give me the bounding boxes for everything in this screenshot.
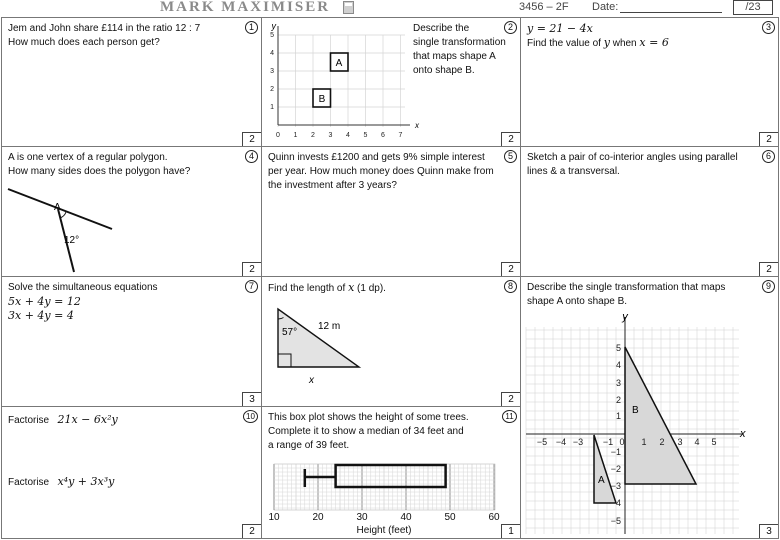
question-2-line: single transformation — [413, 37, 506, 48]
question-11 — [261, 406, 521, 539]
q9-coordinate-grid — [521, 277, 780, 539]
q9-y-tick: −1 — [610, 447, 621, 457]
q3-text: when — [609, 38, 640, 49]
question-2-text — [413, 22, 506, 78]
q2-y-tick: 1 — [270, 104, 274, 111]
question-10-text-2 — [8, 475, 114, 490]
question-number: 5 — [504, 150, 517, 163]
q10-expression-1: 21x − 6x²y — [57, 413, 118, 426]
q3-text: Find the value of — [527, 38, 604, 49]
q2-x-label: x — [415, 121, 419, 130]
q9-x-tick: −5 — [536, 437, 548, 447]
q2-y-label: y — [271, 21, 276, 31]
marks-box: 2 — [242, 524, 261, 538]
question-2 — [261, 17, 521, 147]
question-9 — [520, 276, 779, 539]
question-4-text — [8, 151, 190, 179]
question-4 — [1, 146, 262, 277]
q3-var: y — [603, 36, 610, 49]
q2-coordinate-grid — [262, 18, 419, 146]
q8-unknown-label: x — [309, 375, 314, 386]
q2-x-tick: 7 — [398, 132, 403, 139]
question-6 — [520, 146, 779, 277]
q10-expression-2: x⁴y + 3x³y — [57, 475, 115, 488]
question-5-line: per year. How much money does Quinn make from — [268, 166, 494, 177]
question-6-line: lines & a transversal. — [527, 166, 620, 177]
question-4-line: How many sides does the polygon have? — [8, 166, 191, 177]
q9-x-tick: 2 — [659, 437, 665, 447]
q11-axis-tick: 40 — [400, 512, 412, 523]
question-3-line — [527, 36, 669, 51]
question-5-line: Quinn invests £1200 and gets 9% simple interest — [268, 152, 485, 163]
marks-box: 3 — [759, 524, 778, 538]
q9-y-tick: −3 — [610, 481, 621, 491]
question-2-line: onto shape B. — [413, 65, 475, 76]
q2-shape-b-label: B — [318, 94, 326, 105]
question-number: 11 — [502, 410, 517, 423]
q8-var: x — [348, 281, 355, 294]
q9-y-tick: −4 — [610, 498, 621, 508]
q9-x-tick: 0 — [619, 437, 625, 447]
q10-part-2 — [8, 475, 114, 490]
q9-y-tick: 4 — [615, 360, 621, 370]
q2-x-tick: 0 — [276, 132, 280, 139]
q11-box-plot[interactable] — [262, 407, 507, 539]
total-score-box[interactable]: /23 — [733, 0, 773, 15]
q2-y-tick: 3 — [270, 68, 274, 75]
question-8 — [261, 276, 521, 407]
q8-triangle-diagram — [262, 297, 402, 407]
q11-axis-tick: 50 — [444, 512, 456, 523]
question-number: 7 — [245, 280, 258, 293]
q10-part-1 — [8, 413, 118, 428]
q2-y-tick: 5 — [270, 32, 274, 39]
question-7-line: Solve the simultaneous equations — [8, 282, 158, 293]
q9-x-tick: −3 — [572, 437, 584, 447]
q9-shape-b-label: B — [632, 405, 639, 416]
question-6-line: Sketch a pair of co-interior angles using parallel — [527, 152, 738, 163]
question-1-line: How much does each person get? — [8, 37, 160, 48]
logo-text: MARK MAXIMISER — [160, 0, 331, 15]
question-1 — [1, 17, 262, 147]
q9-x-tick: −4 — [555, 437, 567, 447]
q4-angle-label: 12° — [64, 235, 80, 246]
q9-y-label: y — [622, 311, 628, 323]
q9-x-label: x — [740, 428, 746, 440]
q10-label: Factorise — [8, 477, 50, 488]
worksheet-header — [0, 0, 780, 17]
question-10-text — [8, 413, 118, 428]
question-5 — [261, 146, 521, 277]
q9-x-tick: 3 — [677, 437, 683, 447]
q9-y-tick: 5 — [615, 343, 621, 353]
q9-y-tick: 2 — [615, 395, 621, 405]
question-9-line: shape A onto shape B. — [527, 296, 628, 307]
q2-x-tick: 3 — [328, 132, 333, 139]
q8-text: Find the length of — [268, 283, 349, 294]
q11-axis-tick: 20 — [312, 512, 324, 523]
q4-vertex-label: A — [54, 202, 61, 213]
marks-box: 2 — [501, 132, 520, 146]
date-label: Date: — [592, 1, 619, 13]
calculator-icon — [343, 1, 354, 14]
q9-x-tick: 4 — [694, 437, 700, 447]
question-3-text — [527, 22, 669, 51]
marks-box: 2 — [759, 132, 778, 146]
question-number: 3 — [762, 21, 775, 34]
question-number: 1 — [245, 21, 258, 34]
question-8-text — [268, 281, 386, 296]
marks-box: 2 — [242, 132, 261, 146]
marks-box: 2 — [501, 262, 520, 276]
q11-axis-tick: 30 — [356, 512, 368, 523]
question-number: 6 — [762, 150, 775, 163]
q4-angle-arc — [60, 212, 66, 218]
q9-x-tick: −1 — [602, 437, 614, 447]
worksheet-code: 3456 – 2F — [519, 1, 569, 13]
q7-equation-2: 3x + 4y = 4 — [8, 309, 74, 322]
question-1-text — [8, 22, 200, 50]
q9-y-tick: −2 — [610, 464, 621, 474]
question-number: 8 — [504, 280, 517, 293]
q9-shape-a-label: A — [598, 475, 605, 486]
q2-x-tick: 5 — [363, 132, 368, 139]
q11-axis-label: Height (feet) — [356, 525, 412, 536]
q2-y-tick: 4 — [270, 50, 274, 57]
q2-x-tick: 4 — [346, 132, 350, 139]
question-1-line: Jem and John share £114 in the ratio 12 : 7 — [8, 23, 201, 34]
q9-x-tick: 1 — [641, 437, 647, 447]
marks-box: 2 — [242, 262, 261, 276]
q2-y-tick: 2 — [270, 86, 274, 93]
q2-x-tick: 1 — [293, 132, 298, 139]
question-9-line: Describe the single transformation that maps — [527, 282, 726, 293]
question-4-line: A is one vertex of a regular polygon. — [8, 152, 168, 163]
question-11-line: Complete it to show a median of 34 feet and — [268, 426, 464, 437]
q9-y-tick: 3 — [615, 378, 621, 388]
question-11-line: This box plot shows the height of some trees. — [268, 412, 469, 423]
q9-x-tick: 5 — [711, 437, 717, 447]
q2-shape-a-label: A — [335, 58, 343, 69]
question-6-text — [527, 151, 738, 179]
marks-box: 3 — [242, 392, 261, 406]
q2-x-tick: 2 — [311, 132, 315, 139]
question-2-line: Describe the — [413, 23, 470, 34]
q8-text: (1 dp). — [354, 283, 386, 294]
question-number: 2 — [504, 21, 517, 34]
q8-triangle — [278, 309, 359, 367]
q11-axis-tick: 10 — [268, 512, 280, 523]
q8-angle-label: 57° — [282, 327, 298, 338]
question-7-text — [8, 281, 158, 323]
q2-x-tick: 6 — [381, 132, 385, 139]
marks-box: 2 — [759, 262, 778, 276]
marks-box: 2 — [501, 392, 520, 406]
date-input-line[interactable] — [620, 12, 722, 13]
q3-condition: x = 6 — [639, 36, 669, 49]
q7-equation-1: 5x + 4y = 12 — [8, 295, 81, 308]
q11-axis-tick: 60 — [488, 512, 500, 523]
question-11-line: a range of 39 feet. — [268, 440, 350, 451]
question-5-text — [268, 151, 494, 193]
q8-side-label: 12 m — [318, 321, 341, 332]
question-number: 10 — [243, 410, 258, 423]
question-3 — [520, 17, 779, 147]
question-5-line: the investment after 3 years? — [268, 180, 397, 191]
question-7 — [1, 276, 262, 407]
marks-box: 1 — [501, 524, 520, 538]
question-number: 4 — [245, 150, 258, 163]
question-2-line: that maps shape A — [413, 51, 496, 62]
q9-y-tick: 1 — [615, 411, 621, 421]
question-10 — [1, 406, 262, 539]
q9-y-tick: −5 — [610, 516, 621, 526]
q10-label: Factorise — [8, 415, 50, 426]
q4-angle-diagram — [2, 177, 122, 277]
q3-equation: y = 21 − 4x — [527, 22, 593, 35]
question-number: 9 — [762, 280, 775, 293]
